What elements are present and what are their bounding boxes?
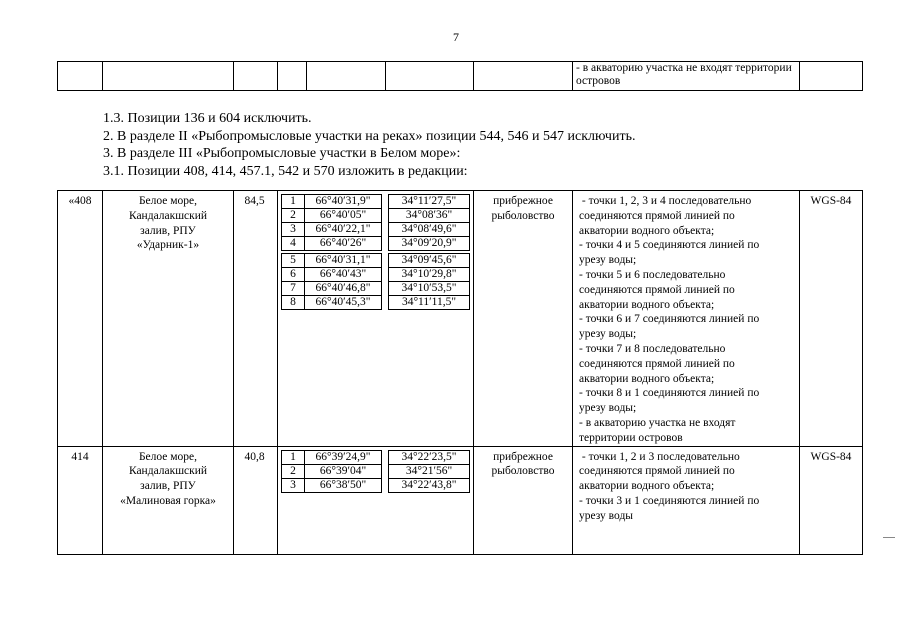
latitude: 66°40′26" — [305, 237, 382, 251]
boundary-description-line: территории островов — [579, 431, 683, 444]
empty-cell — [58, 62, 103, 91]
point-number: 3 — [282, 223, 305, 237]
coordinate-row — [282, 282, 470, 296]
point-number: 1 — [282, 450, 305, 464]
coordinate-row — [282, 254, 470, 268]
paragraph: 1.3. Позиции 136 и 604 исключить. — [103, 111, 312, 126]
area-name-line: залив, РПУ — [140, 224, 196, 237]
coordinate-row — [282, 478, 470, 492]
longitude: 34°10′53,5" — [389, 282, 470, 296]
boundary-description-line: соединяются прямой линией по — [579, 283, 735, 296]
area-name-line: Белое море, — [138, 450, 198, 463]
gap — [382, 209, 389, 223]
boundary-description-line: соединяются прямой линией по — [579, 209, 735, 222]
coordinate-row — [282, 268, 470, 282]
area-name-line: залив, РПУ — [140, 480, 196, 493]
boundary-description-line: - точки 7 и 8 последовательно — [579, 342, 726, 355]
coordinate-row — [282, 209, 470, 223]
coordinates-cell — [278, 446, 474, 554]
continuation-table — [57, 61, 863, 91]
area-name-line: Белое море, — [138, 195, 198, 207]
area-name-line: «Малиновая горка» — [120, 494, 216, 507]
area-name-cell — [103, 191, 234, 447]
longitude: 34°09′45,6" — [389, 254, 470, 268]
coordinate-row — [282, 195, 470, 209]
gap — [382, 296, 389, 310]
latitude: 66°40′46,8" — [305, 282, 382, 296]
fishing-type-line: рыболовство — [491, 465, 555, 478]
point-number: 4 — [282, 237, 305, 251]
coordinate-system: WGS-84 — [800, 191, 863, 447]
point-number: 5 — [282, 254, 305, 268]
point-number: 1 — [282, 195, 305, 209]
gap — [382, 282, 389, 296]
longitude: 34°22′43,8" — [389, 478, 470, 492]
boundary-description-line: - точки 4 и 5 соединяются линией по — [579, 239, 760, 252]
fishing-type-line: прибрежное — [493, 450, 553, 463]
coordinates-cell — [278, 191, 474, 447]
point-number: 2 — [282, 464, 305, 478]
gap — [382, 254, 389, 268]
continuation-note: - в акваторию участка не входят территории островов — [573, 62, 800, 91]
point-number: 3 — [282, 478, 305, 492]
boundary-description-line: - точки 8 и 1 соединяются линией по — [579, 387, 760, 400]
position-number: «408 — [58, 191, 103, 447]
table-row — [58, 191, 863, 447]
boundary-description-line: урезу воды — [579, 509, 634, 522]
boundary-description-line: урезу воды; — [579, 254, 637, 267]
boundary-description-line: соединяются прямой линией по — [579, 465, 735, 478]
paragraph: 3. В разделе III «Рыбопромысловые участки в Белом море»: — [103, 146, 461, 161]
latitude: 66°40′22,1" — [305, 223, 382, 237]
longitude: 34°09′20,9" — [389, 237, 470, 251]
boundary-description-line: соединяются прямой линией по — [579, 357, 735, 370]
latitude: 66°40′05" — [305, 209, 382, 223]
longitude: 34°22′23,5" — [389, 450, 470, 464]
area-ha: 84,5 — [234, 191, 278, 447]
continuation-row — [58, 62, 863, 91]
area-name-line: Кандалакшский — [128, 209, 208, 222]
gap — [382, 223, 389, 237]
latitude: 66°39′04" — [305, 464, 382, 478]
coordinate-system: WGS-84 — [800, 446, 863, 554]
page-number: 7 — [453, 30, 459, 44]
boundary-description-cell — [573, 191, 800, 447]
boundary-description-line: - в акваторию участка не входят — [579, 416, 736, 429]
longitude: 34°11′27,5" — [389, 195, 470, 209]
boundary-description-line: акватории водного объекта; — [579, 372, 715, 385]
boundary-description-line: - точки 1, 2 и 3 последовательно — [579, 450, 740, 463]
gap — [382, 478, 389, 492]
boundary-description-line: акватории водного объекта; — [579, 224, 715, 237]
fishing-type-line: рыболовство — [491, 209, 555, 222]
latitude: 66°39′24,9" — [305, 450, 382, 464]
point-number: 6 — [282, 268, 305, 282]
coordinate-row — [282, 464, 470, 478]
gap — [382, 464, 389, 478]
fishing-type-cell — [474, 446, 573, 554]
paragraph: 3.1. Позиции 408, 414, 457.1, 542 и 570 изложить в редакции: — [103, 163, 468, 179]
paragraph: 2. В разделе II «Рыбопромысловые участки на реках» позиции 544, 546 и 547 исключить. — [103, 128, 636, 144]
empty-cell — [278, 62, 307, 91]
coordinates-table — [281, 194, 470, 310]
longitude: 34°11′11,5" — [389, 296, 470, 310]
boundary-description-line: урезу воды; — [579, 328, 637, 341]
amendment-paragraphs — [103, 110, 635, 180]
coordinate-row — [282, 223, 470, 237]
table-row — [58, 446, 863, 554]
point-number: 8 — [282, 296, 305, 310]
empty-cell — [800, 62, 863, 91]
boundary-description-line: акватории водного объекта; — [579, 298, 715, 311]
longitude: 34°08′36" — [389, 209, 470, 223]
latitude: 66°40′31,1" — [305, 254, 382, 268]
latitude: 66°38′50" — [305, 478, 382, 492]
gap — [382, 237, 389, 251]
area-name-line: «Ударник-1» — [136, 239, 200, 252]
point-number: 2 — [282, 209, 305, 223]
area-name-line: Кандалакшский — [128, 465, 208, 478]
fishing-type-cell — [474, 191, 573, 447]
gap — [382, 195, 389, 209]
empty-cell — [234, 62, 278, 91]
longitude: 34°08′49,6" — [389, 223, 470, 237]
gap — [382, 268, 389, 282]
fishing-type-line: прибрежное — [493, 195, 553, 207]
area-name-cell — [103, 446, 234, 554]
longitude: 34°10′29,8" — [389, 268, 470, 282]
point-number: 7 — [282, 282, 305, 296]
empty-cell — [386, 62, 474, 91]
latitude: 66°40′43" — [305, 268, 382, 282]
coordinate-row — [282, 296, 470, 310]
coordinate-row — [282, 237, 470, 251]
gap — [382, 450, 389, 464]
latitude: 66°40′31,9" — [305, 195, 382, 209]
boundary-description-line: - точки 5 и 6 последовательно — [579, 268, 726, 281]
coordinate-row — [282, 450, 470, 464]
longitude: 34°21′56" — [389, 464, 470, 478]
position-number: 414 — [58, 446, 103, 554]
fishing-areas-table — [57, 190, 863, 555]
boundary-description-line: - точки 3 и 1 соединяются линией по — [579, 494, 760, 507]
boundary-description-line: - точки 6 и 7 соединяются линией по — [579, 313, 760, 326]
empty-cell — [474, 62, 573, 91]
empty-cell — [103, 62, 234, 91]
coordinates-table — [281, 450, 470, 493]
area-ha: 40,8 — [234, 446, 278, 554]
empty-cell — [307, 62, 386, 91]
boundary-description-line: акватории водного объекта; — [579, 480, 715, 493]
boundary-description-cell — [573, 446, 800, 554]
margin-mark — [883, 537, 895, 538]
boundary-description-line: - точки 1, 2, 3 и 4 последовательно — [579, 195, 752, 207]
boundary-description-line: урезу воды; — [579, 402, 637, 415]
latitude: 66°40′45,3" — [305, 296, 382, 310]
